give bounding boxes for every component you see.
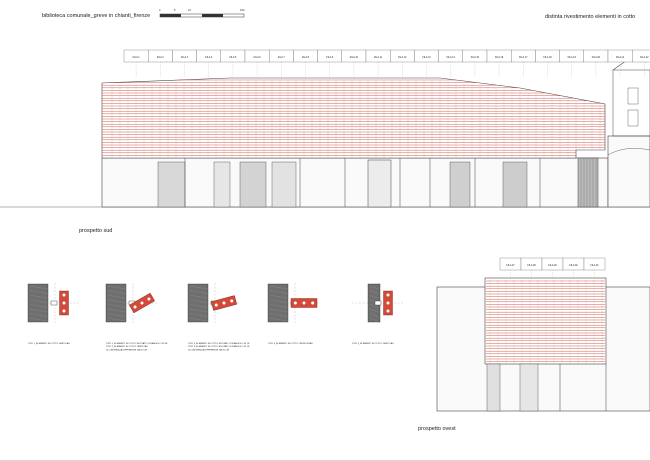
- detail-note: DI LUNGHEZZA DIFFERENTE DA 25 CM: [106, 349, 147, 352]
- ground-panel: [450, 162, 470, 207]
- panel-label: FILA 21: [615, 56, 625, 59]
- detail-note: TIPO 5_ELEMENTI IN COTTO VERTICALI: [352, 343, 394, 345]
- detail-note: TIPO 3_ELEMENTI IN COTTO RUOTATI CON ANGOLO DI 15°: [188, 346, 251, 349]
- panel-label: FILA 1: [132, 56, 140, 59]
- panel-label: FILA 31: [590, 264, 599, 267]
- panel-label: FILA 12: [398, 56, 407, 59]
- scale-tick-3: 15m: [240, 9, 245, 12]
- panel-label: FILA 8: [302, 56, 309, 59]
- detail-1: [28, 283, 80, 345]
- ground-panel: [503, 162, 527, 207]
- panel-label: FILA 30: [569, 264, 578, 267]
- panel-label: FILA 15: [470, 56, 480, 59]
- panel-label: FILA 11: [374, 56, 383, 59]
- detail-note: TIPO 3_ELEMENTI IN COTTO RUOTATI CON ANGOLO DI 15°: [188, 343, 251, 345]
- panel-label: FILA 5: [229, 56, 237, 59]
- scale-tick-0: 0: [159, 9, 161, 12]
- panel-label: FILA 28: [527, 264, 536, 267]
- ground-door: [368, 160, 391, 207]
- bracket: [375, 301, 381, 305]
- sheet-title: distinta rivestimento elementi in cotto: [545, 14, 636, 20]
- cladding-outline: [102, 78, 605, 158]
- bracket: [51, 301, 57, 305]
- south-elevation-label: prospetto sud: [79, 228, 113, 234]
- panel-label: FILA 9: [326, 56, 334, 59]
- panel-label: FILA 3: [181, 56, 188, 59]
- project-title: biblioteca comunale_greve in chianti_firenze: [42, 13, 151, 19]
- panel-label: FILA 20: [591, 56, 601, 59]
- west-elevation: [437, 258, 650, 411]
- panel-label: FILA 27: [506, 264, 515, 267]
- panel-label: FILA 19: [567, 56, 576, 59]
- detail-note: TIPO 4_ELEMENTI IN COTTO ORIZZONTALI: [268, 343, 314, 345]
- west-window: [487, 364, 500, 411]
- neighbor-building: [608, 136, 650, 207]
- detail-note: TIPO 2_ELEMENTI IN COTTO VERTICALI: [106, 346, 148, 349]
- detail-3: [188, 283, 250, 351]
- west-door: [520, 364, 538, 411]
- scale-tick-1: 5: [174, 9, 176, 12]
- cotto-element: [384, 291, 393, 315]
- south-panel-labels: [124, 50, 650, 78]
- cotto-element: [129, 293, 154, 313]
- cotto-element: [291, 299, 317, 308]
- detail-5: [352, 283, 404, 345]
- panel-label: FILA 10: [349, 56, 359, 59]
- detail-2: [106, 283, 168, 351]
- panel-label: FILA 17: [519, 56, 528, 59]
- panel-label: FILA 18: [543, 56, 552, 59]
- detail-note: DI LUNGHEZZA DIFFERENTE DA 25 CM: [188, 349, 229, 352]
- west-panel-labels: [500, 258, 605, 278]
- detail-note: TIPO 2_ELEMENTI IN COTTO RUOTATI CON ANGOLO DI 30°: [106, 343, 169, 345]
- detail-note: TIPO 1_ELEMENTI IN COTTO VERTICALI: [28, 343, 70, 345]
- panel-label: FILA 2: [156, 56, 164, 59]
- detail-4: [268, 283, 320, 345]
- panel-label: FILA 6: [253, 56, 261, 59]
- west-elevation-label: prospetto ovest: [418, 426, 456, 432]
- ground-panel: [214, 162, 230, 207]
- ground-panel: [158, 162, 185, 207]
- scale-tick-2: 10: [188, 9, 191, 12]
- cotto-element: [60, 291, 69, 315]
- cladding-details: [28, 283, 404, 351]
- panel-label: FILA 29: [548, 264, 557, 267]
- panel-label: FILA 7: [277, 56, 285, 59]
- panel-label: FILA 22: [640, 56, 649, 59]
- ground-panel: [240, 162, 266, 207]
- panel-label: FILA 13: [422, 56, 431, 59]
- ground-panel: [272, 162, 296, 207]
- panel-label: FILA 16: [494, 56, 504, 59]
- scale-bar: [159, 9, 245, 17]
- panel-label: FILA 14: [446, 56, 455, 59]
- panel-label: FILA 4: [205, 56, 213, 59]
